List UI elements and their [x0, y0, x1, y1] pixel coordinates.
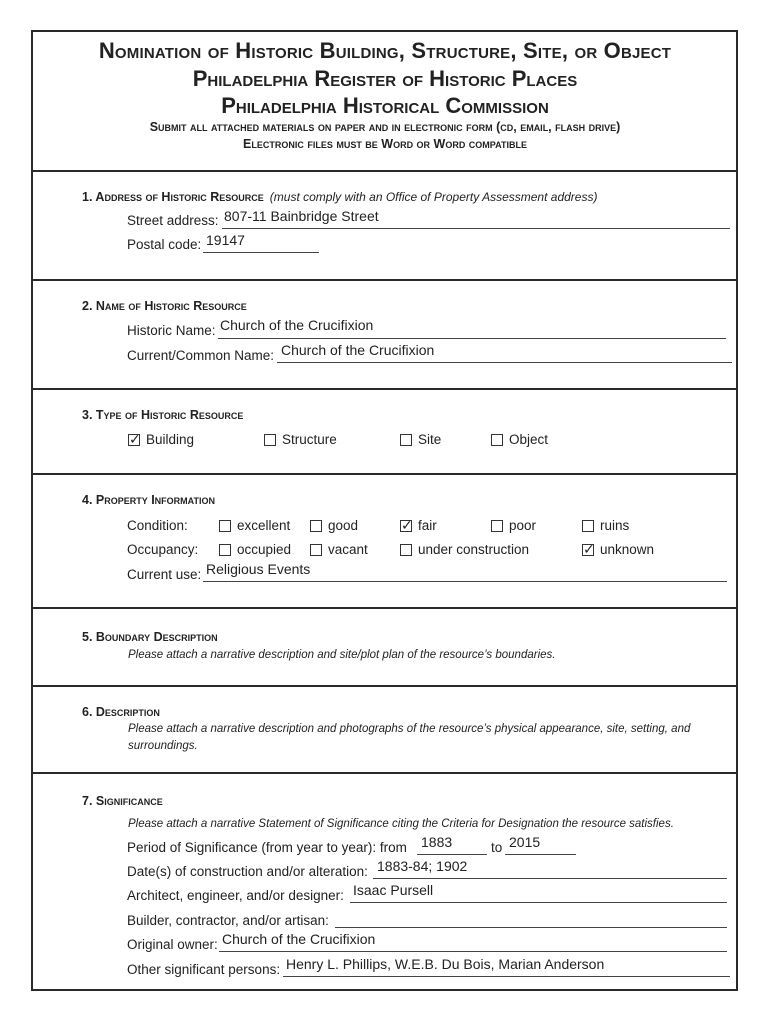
- original-owner-field[interactable]: Church of the Crucifixion: [222, 931, 376, 947]
- occupancy-unknown-label: unknown: [600, 542, 655, 557]
- type-structure-label: Structure: [282, 432, 337, 447]
- street-address-label: Street address:: [127, 213, 219, 228]
- checkbox-box[interactable]: [310, 544, 322, 556]
- condition-excellent-label: excellent: [237, 518, 291, 533]
- type-structure-checkbox[interactable]: [264, 432, 337, 447]
- builder-line: [335, 926, 727, 928]
- period-to-label: to: [491, 840, 503, 855]
- boundary-note: Please attach a narrative description and site/plot plan of the resource’s boundaries.: [128, 649, 556, 661]
- checkbox-box[interactable]: [400, 544, 412, 556]
- condition-excellent-checkbox[interactable]: [219, 518, 290, 533]
- construction-dates-line: [373, 877, 727, 879]
- postal-code-label: Postal code:: [127, 237, 202, 252]
- type-site-label: Site: [418, 432, 442, 447]
- condition-ruins-checkbox[interactable]: [582, 518, 629, 533]
- section-divider: [33, 388, 736, 390]
- other-persons-field[interactable]: Henry L. Phillips, W.E.B. Du Bois, Marian Anderson: [286, 956, 605, 972]
- section-divider: [33, 607, 736, 609]
- period-from-field[interactable]: 1883: [421, 834, 453, 850]
- type-site-checkbox[interactable]: [400, 432, 441, 447]
- checkbox-box[interactable]: [582, 544, 594, 556]
- other-persons-label: Other significant persons:: [127, 962, 281, 977]
- section-divider: [33, 685, 736, 687]
- section-divider: [33, 772, 736, 774]
- current-use-label: Current use:: [127, 567, 202, 582]
- common-name-field[interactable]: Church of the Crucifixion: [281, 342, 435, 358]
- type-object-checkbox[interactable]: [491, 432, 548, 447]
- condition-fair-checkbox[interactable]: [400, 518, 437, 533]
- description-note: Please attach a narrative description and photographs of the resource’s physical appearance, site, setting, and surroundings.: [128, 723, 691, 752]
- architect-label: Architect, engineer, and/or designer:: [127, 888, 344, 903]
- section-divider: [33, 279, 736, 281]
- checkbox-box[interactable]: [219, 520, 231, 532]
- section-1-title: 1. Address of Historic Resource: [82, 190, 264, 204]
- street-address-field[interactable]: 807-11 Bainbridge Street: [224, 208, 379, 224]
- checkbox-box[interactable]: [400, 434, 412, 446]
- street-address-line: [222, 227, 730, 229]
- period-to-field[interactable]: 2015: [509, 834, 541, 850]
- period-label: Period of Significance (from year to year): from: [127, 840, 407, 855]
- section-4-heading: 4. Property Information: [82, 493, 216, 507]
- checkbox-box[interactable]: [491, 434, 503, 446]
- postal-code-field[interactable]: 19147: [206, 232, 245, 248]
- architect-line: [350, 901, 727, 903]
- section-3-heading: 3. Type of Historic Resource: [82, 408, 244, 422]
- builder-label: Builder, contractor, and/or artisan:: [127, 913, 329, 928]
- commission-title: Philadelphia Historical Commission: [221, 93, 549, 118]
- condition-label: Condition:: [127, 518, 188, 533]
- postal-code-line: [203, 251, 319, 253]
- form-title: Nomination of Historic Building, Structure, Site, or Object: [98, 38, 672, 63]
- file-format-instructions: Electronic files must be Word or Word compatible: [243, 137, 527, 151]
- section-1-heading: [82, 190, 597, 204]
- checkbox-box[interactable]: [400, 520, 412, 532]
- common-name-label: Current/Common Name:: [127, 348, 275, 363]
- original-owner-label: Original owner:: [127, 937, 218, 952]
- historic-name-field[interactable]: Church of the Crucifixion: [220, 317, 374, 333]
- construction-dates-field[interactable]: 1883-84; 1902: [377, 858, 468, 874]
- common-name-line: [277, 361, 732, 363]
- occupancy-vacant-label: vacant: [328, 542, 368, 557]
- condition-ruins-label: ruins: [600, 518, 630, 533]
- checkbox-box[interactable]: [264, 434, 276, 446]
- condition-poor-label: poor: [509, 518, 537, 533]
- condition-good-label: good: [328, 518, 359, 533]
- occupancy-occupied-checkbox[interactable]: [219, 542, 291, 557]
- current-use-field[interactable]: Religious Events: [206, 561, 311, 577]
- occupancy-label: Occupancy:: [127, 542, 199, 557]
- occupancy-occupied-label: occupied: [237, 542, 292, 557]
- original-owner-line: [219, 950, 727, 952]
- submission-instructions: Submit all attached materials on paper and in electronic form (cd, email, flash drive): [149, 120, 621, 134]
- construction-dates-label: Date(s) of construction and/or alteration:: [127, 864, 368, 879]
- current-use-line: [203, 580, 727, 582]
- historic-name-label: Historic Name:: [127, 323, 216, 338]
- checkbox-box[interactable]: [582, 520, 594, 532]
- section-7-heading: 7. Significance: [82, 794, 163, 808]
- type-object-label: Object: [509, 432, 549, 447]
- section-2-heading: 2. Name of Historic Resource: [82, 299, 247, 313]
- period-to-line: [505, 853, 576, 855]
- occupancy-under-construction-label: under construction: [418, 542, 530, 557]
- type-building-label: Building: [146, 432, 195, 447]
- other-persons-line: [283, 975, 730, 977]
- architect-field[interactable]: Isaac Pursell: [353, 882, 434, 898]
- period-from-line: [417, 853, 487, 855]
- checkbox-box[interactable]: [128, 434, 140, 446]
- occupancy-unknown-checkbox[interactable]: [582, 542, 654, 557]
- section-5-heading: 5. Boundary Description: [82, 630, 218, 644]
- checkbox-box[interactable]: [219, 544, 231, 556]
- occupancy-under-construction-checkbox[interactable]: [400, 542, 529, 557]
- type-building-checkbox[interactable]: [128, 432, 194, 447]
- condition-good-checkbox[interactable]: [310, 518, 358, 533]
- checkbox-box[interactable]: [491, 520, 503, 532]
- section-1-note: (must comply with an Office of Property Assessment address): [269, 190, 598, 204]
- checkbox-box[interactable]: [310, 520, 322, 532]
- section-divider: [33, 473, 736, 475]
- occupancy-vacant-checkbox[interactable]: [310, 542, 368, 557]
- condition-poor-checkbox[interactable]: [491, 518, 536, 533]
- section-6-heading: 6. Description: [82, 705, 160, 719]
- historic-name-line: [218, 337, 726, 339]
- condition-fair-label: fair: [418, 518, 437, 533]
- section-divider: [33, 170, 736, 172]
- significance-note: Please attach a narrative Statement of Significance citing the Criteria for Designation the resource satisfies.: [128, 818, 674, 830]
- register-title: Philadelphia Register of Historic Places: [192, 66, 578, 91]
